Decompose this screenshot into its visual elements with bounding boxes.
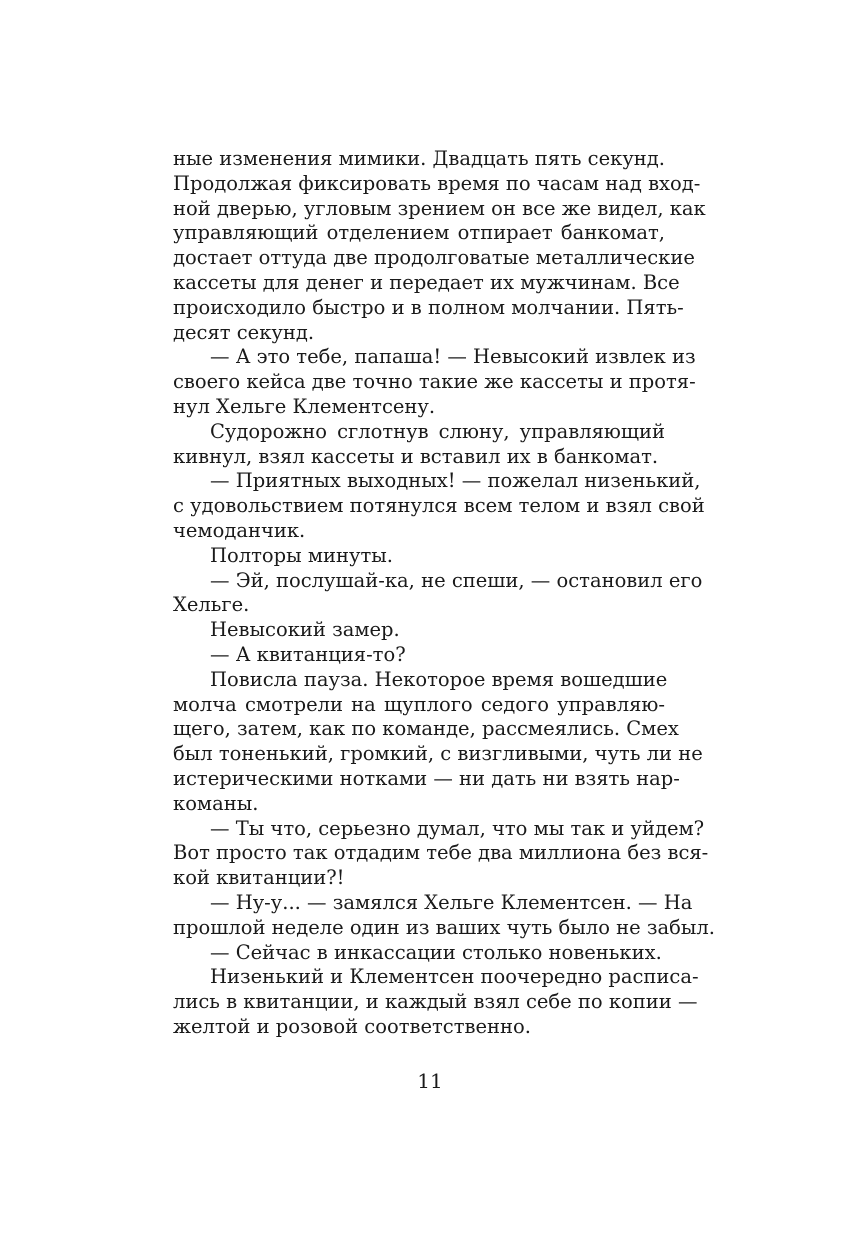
text-line: достает оттуда две продолговатые металлические [173,246,695,270]
text-line: — Ты что, серьезно думал, что мы так и уйдем? [210,816,705,840]
text-line: кивнул, взял кассеты и вставил их в банкомат. [173,444,659,468]
text-line: Повисла пауза. Некоторое время вошедшие [210,667,668,691]
text-line: происходило быстро и в полном молчании. Пять- [173,295,684,319]
text-line: Хельге. [173,593,250,617]
text-line: десят секунд. [173,320,315,344]
text-line: ной дверью, угловым зрением он все же видел, как [173,196,706,220]
text-line: команы. [173,791,259,815]
text-line: чемоданчик. [173,518,306,542]
text-line: — Сейчас в инкассации столько новеньких. [210,940,662,964]
text-line: Судорожно сглотнув слюну, управляющий [210,419,665,443]
text-line: кассеты для денег и передает их мужчинам. Все [173,270,680,294]
text-line: — Эй, послушай-ка, не спеши, — остановил его [210,568,703,592]
text-line: желтой и розовой соответственно. [173,1014,531,1038]
text-line: лись в квитанции, и каждый взял себе по копии — [173,990,698,1014]
page-number: 11 [417,1069,443,1093]
text-line: прошлой неделе один из ваших чуть было не забыл. [173,915,715,939]
text-line: ные изменения мимики. Двадцать пять секунд. [173,147,665,170]
text-line: нул Хельге Клементсену. [173,394,436,418]
text-line: был тоненький, громкий, с визгливыми, чуть ли не [173,742,703,766]
text-line: Полторы минуты. [210,543,394,567]
text-line: Невысокий замер. [210,618,400,642]
text-line: своего кейса две точно такие же кассеты и протя- [173,370,696,394]
text-line: — Приятных выходных! — пожелал низенький, [210,469,701,493]
text-line: — А это тебе, папаша! — Невысокий извлек из [210,345,696,369]
text-line: кой квитанции?! [173,866,345,890]
text-line: Низенький и Клементсен поочередно расписа- [210,965,699,989]
text-line: Вот просто так отдадим тебе два миллиона без вся- [173,841,709,865]
body-text [173,147,715,1040]
text-line: управляющий отделением отпирает банкомат, [173,221,665,245]
text-line: щего, затем, как по команде, рассмеялись. Смех [173,717,679,741]
text-line: Продолжая фиксировать время по часам над вход- [173,171,701,195]
text-line: истерическими нотками — ни дать ни взять нар- [173,766,680,790]
text-line: молча смотрели на щуплого седого управляю- [173,692,665,716]
text-line: с удовольствием потянулся всем телом и взял свой [173,494,705,518]
text-line: — А квитанция-то? [210,642,406,666]
text-line: — Ну-у... — замялся Хельге Клементсен. — На [210,890,693,914]
